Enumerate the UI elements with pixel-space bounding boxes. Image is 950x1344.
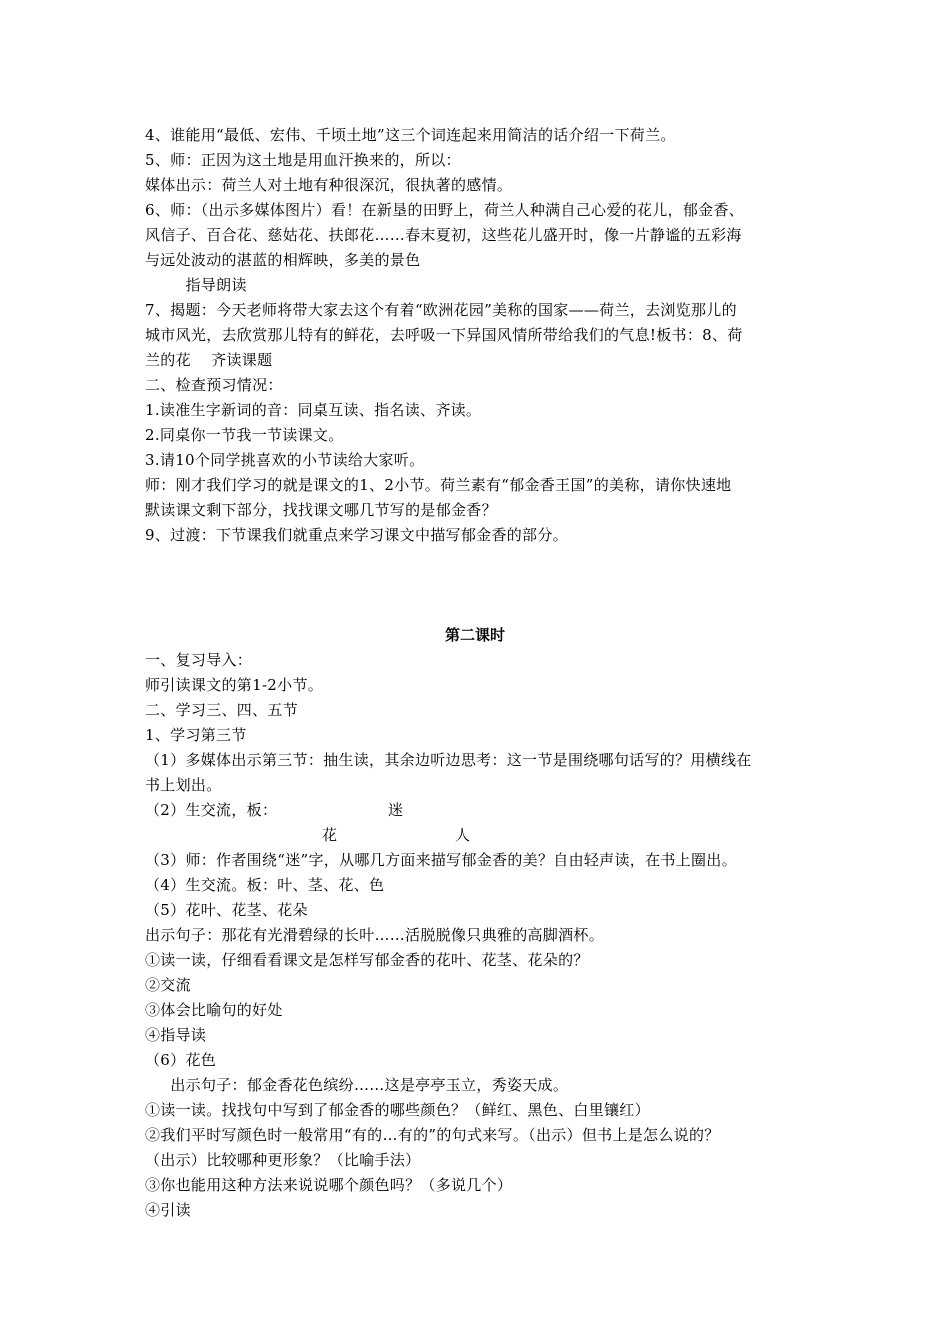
text-line: 指导朗读	[145, 276, 247, 294]
text-line: （出示）比较哪种更形象？（比喻手法）	[145, 1151, 421, 1169]
text-line: 1、学习第三节	[145, 726, 247, 744]
text-line: 1.读准生字新词的音：同桌互读、指名读、齐读。	[145, 401, 482, 419]
text-line: 出示句子：郁金香花色缤纷……这是亭亭玉立，秀姿天成。	[145, 1076, 569, 1094]
text-line: 风信子、百合花、慈姑花、扶郎花……春末夏初，这些花儿盛开时，像一片静谧的五彩海	[145, 226, 742, 244]
text-line: ③你也能用这种方法来说说哪个颜色吗？（多说几个）	[145, 1176, 513, 1194]
text-line: 一、复习导入：	[145, 651, 253, 669]
text-line: 7、揭题：今天老师将带大家去这个有着“欧洲花园”美称的国家——荷兰，去浏览那儿的	[145, 301, 737, 319]
text-line: （1）多媒体出示第三节：抽生读，其余边听边思考：这一节是围绕哪句话写的？用横线在	[145, 751, 752, 769]
text-line: 二、检查预习情况：	[145, 376, 283, 394]
section-heading: 第二课时	[444, 626, 505, 644]
text-line: 6、师：（出示多媒体图片）看！在新垦的田野上，荷兰人种满自己心爱的花儿，郁金香、	[145, 201, 745, 219]
text-line: 与远处波动的湛蓝的相辉映，多美的景色	[145, 251, 421, 269]
text-line: ①读一读。找找句中写到了郁金香的哪些颜色？（鲜红、黑色、白里镶红）	[145, 1101, 650, 1119]
board-word-left: 花	[322, 826, 338, 844]
text-line: ④指导读	[145, 1026, 207, 1044]
text-line: 出示句子：那花有光滑碧绿的长叶……活脱脱像只典雅的高脚酒杯。	[145, 926, 605, 944]
text-line: ①读一读，仔细看看课文是怎样写郁金香的花叶、花茎、花朵的？	[145, 951, 589, 969]
text-line: 默读课文剩下部分，找找课文哪几节写的是郁金香？	[145, 501, 497, 519]
text-line: ②交流	[145, 976, 191, 994]
text-line: 书上划出。	[145, 776, 222, 794]
text-line: ②我们平时写颜色时一般常用“有的…有的”的句式来写。（出示）但书上是怎么说的？	[145, 1126, 720, 1144]
text-line: （5）花叶、花茎、花朵	[145, 901, 308, 919]
text-line: 9、过渡：下节课我们就重点来学习课文中描写郁金香的部分。	[145, 526, 568, 544]
text-line: 3.请10个同学挑喜欢的小节读给大家听。	[145, 451, 425, 469]
text-line: 师：刚才我们学习的就是课文的1、2小节。荷兰素有“郁金香王国”的美称，请你快速地	[145, 476, 732, 494]
text-line: 二、学习三、四、五节	[145, 701, 299, 719]
text-line: 2.同桌你一节我一节读课文。	[145, 426, 344, 444]
text-line: 5、师：正因为这土地是用血汗换来的，所以：	[145, 151, 461, 169]
text-line: 媒体出示：荷兰人对土地有种很深沉，很执著的感情。	[145, 176, 513, 194]
text-line: 兰的花 齐读课题	[145, 351, 273, 369]
text-line: ④引读	[145, 1201, 191, 1219]
text-line: （3）师：作者围绕“迷”字，从哪几方面来描写郁金香的美？自由轻声读，在书上圈出。	[145, 851, 737, 869]
text-line: 城市风光，去欣赏那儿特有的鲜花，去呼吸一下异国风情所带给我们的气息!板书：8、荷	[145, 326, 743, 344]
text-line: （6）花色	[145, 1051, 217, 1069]
text-line: （4）生交流。板：叶、茎、花、色	[145, 876, 385, 894]
board-word-top: 迷	[388, 801, 404, 819]
text-line: （2）生交流，板：	[145, 801, 278, 819]
text-line: ③体会比喻句的好处	[145, 1001, 283, 1019]
text-line: 师引读课文的第1-2小节。	[145, 676, 324, 694]
text-line: 4、谁能用“最低、宏伟、千顷土地”这三个词连起来用简洁的话介绍一下荷兰。	[145, 126, 676, 144]
board-word-right: 人	[455, 826, 471, 844]
